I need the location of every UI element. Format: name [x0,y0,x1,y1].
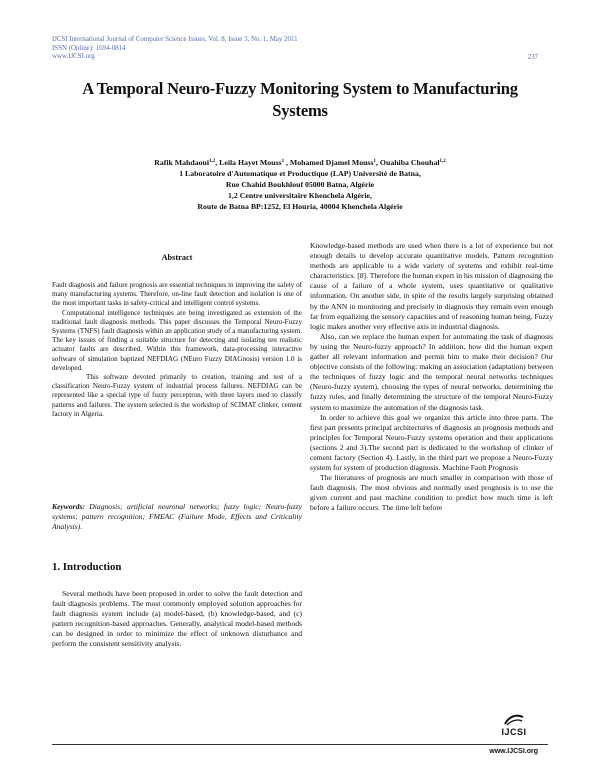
footer-site[interactable]: www.IJCSI.org [489,748,538,755]
issn-line: ISSN (Online): 1694-0814 [52,44,126,52]
journal-line: IJCSI International Journal of Computer Science Issues, Vol. 8, Issue 3, No. 1, May 2011 [52,36,298,43]
author-4: , Ouahiba Chouhal [376,158,440,167]
title-line-2: Systems [272,101,328,120]
right-paragraph-2: Also, can we replace the human expert for automating the task of diagnosis by using the Neuro-fuzzy approach? In addition, how did the human expert gather all relevant information and permit him to make their decision? Our objective consists of the following: making an association (adaptation) between the techniques of fuzzy logic and the temporal neural networks techniques (Neuro-fuzzy system), choosing the types of neural networks, determining the fuzzy rules, and finally determining the structure of the temporal Neuro-Fuzzy system to maximize the automation of the diagnosis task. [310,331,553,412]
keywords [52,502,302,532]
right-column [310,241,553,514]
author-1: Rafik Mahdaoui [154,158,210,167]
author-1-sup: 1,2 [209,159,216,164]
affiliation-1: 1 Laboratoire d'Automatique et Productique (LAP) Université de Batna, [179,168,421,178]
right-paragraph-1: Knowledge-based methods are used when there is a lot of experience but not enough details to develop accurate quantitative models. Pattern recognition methods are applicable to a wide variety of systems and exhibit real-time characteristics. [8]. Therefore the human expert in his mission of diagnosing the cause of a failure of a whole system, uses quantitative or qualitative information. On another side, in spite of the results largely surprising obtained by the ANN in monitoring and precisely in diagnosis they remain even enough far from equalizing the sensory capacities and of reasoning human being. Fuzzy logic makes another very effective axis in industrial diagnosis. [310,241,553,331]
author-3: , Mohamed Djamel Mouss [284,158,374,167]
intro-paragraph-1: Several methods have been proposed in order to solve the fault detection and fault diagnosis problems. The most commonly employed solution approaches for fault diagnosis system include (a) model-based, (b) knowledge-based, and (c) pattern recognition-based approaches. Generally, analytical model-based methods can be designed in order to minimize the effect of unknown disturbance and perform the consistent sensitivity analysis. [52,589,302,649]
ijcsi-logo [490,713,538,737]
right-paragraph-4: The literatures of prognosis are much smaller in comparison with those of fault diagnosis. The most obvious and normally used prognosis is to use the given current and past machine condition to predict how much time is left before a failure occurs. The time left before [310,473,553,513]
author-2-sup: 1 [281,159,285,164]
introduction-body [52,589,302,650]
abstract-body [52,281,302,419]
paper-title [40,78,560,122]
author-block [60,157,540,213]
journal-site: www.IJCSI.org [52,53,95,60]
keywords-label: Keywords: [52,502,85,511]
running-header [52,36,298,62]
title-line-1: A Temporal Neuro-Fuzzy Monitoring System to Manufacturing [82,79,518,98]
logo-text: IJCSI [501,727,527,737]
author-3-sup: 1 [373,159,377,164]
logo-swoosh-icon [503,713,525,727]
keywords-text: Diagnosis; artificial neuronal networks; fuzzy logic; Neuro-fuzzy systems; pattern recognition; FMEAC (Failure Mode, Effects and Criticality Analysis). [52,502,302,532]
affiliation-2: Rue Chahid Boukhlouf 05000 Batna, Algérie [225,179,375,189]
abstract-paragraph-3: This software devoted primarily to creation, training and test of a classification Neuro-Fuzzy system of industrial process failures. NEFDIAG can be represented like a special type of fuzzy perceptron, with three layers used to classify patterns and failures. The system selected is the workshop of SCIMAT clinker, cement factory in Algeria. [52,373,302,418]
page-number: 237 [527,54,538,61]
abstract-heading: Abstract [161,253,193,262]
section-heading-introduction: 1. Introduction [52,561,122,573]
abstract-paragraph-2: Computational intelligence techniques are being investigated as extension of the traditional fault diagnosis methods. This paper discusses the Temporal Neuro-Fuzzy Systems (TNFS) fault diagnosis within an application study of a manufacturing system. The key issues of finding a suitable structure for detecting and isolating ten realistic actuator faults are described. Within this framework, data-processing interactive software of simulation baptized NEFDIAG (NEuro Fuzzy DIAGnosis) version 1.0 is developed. [52,308,302,372]
right-paragraph-3: In order to achieve this goal we organize this article into three parts. The first part presents principal architectures of diagnosis an prognosis methods and principles for Temporal Neuro-Fuzzy systems operation and their applications (sections 2 and 3).The second part is dedicated to the workshop of clinker of cement factory (Section 4). Lastly, in the third part we propose a Neuro-Fuzzy system for system of production diagnosis. Machine Fault Prognosis [310,412,553,473]
author-2: , Leila Hayet Mouss [215,158,282,167]
author-names [60,157,540,169]
footer-rule [52,744,548,745]
affiliation-3: 1,2 Centre universitaire Khenchela Algérie, [228,190,372,200]
abstract-paragraph-1: Fault diagnosis and failure prognosis are essential techniques in improving the safety of many manufacturing systems. Therefore, on-line fault detection and isolation is one of the most important tasks in safety-critical and intelligent control systems. [52,281,302,308]
author-4-sup: 1,2 [439,159,446,164]
affiliation-4: Route de Batna BP:1252, El Houria, 40004 Khenchela Algérie [197,201,403,211]
